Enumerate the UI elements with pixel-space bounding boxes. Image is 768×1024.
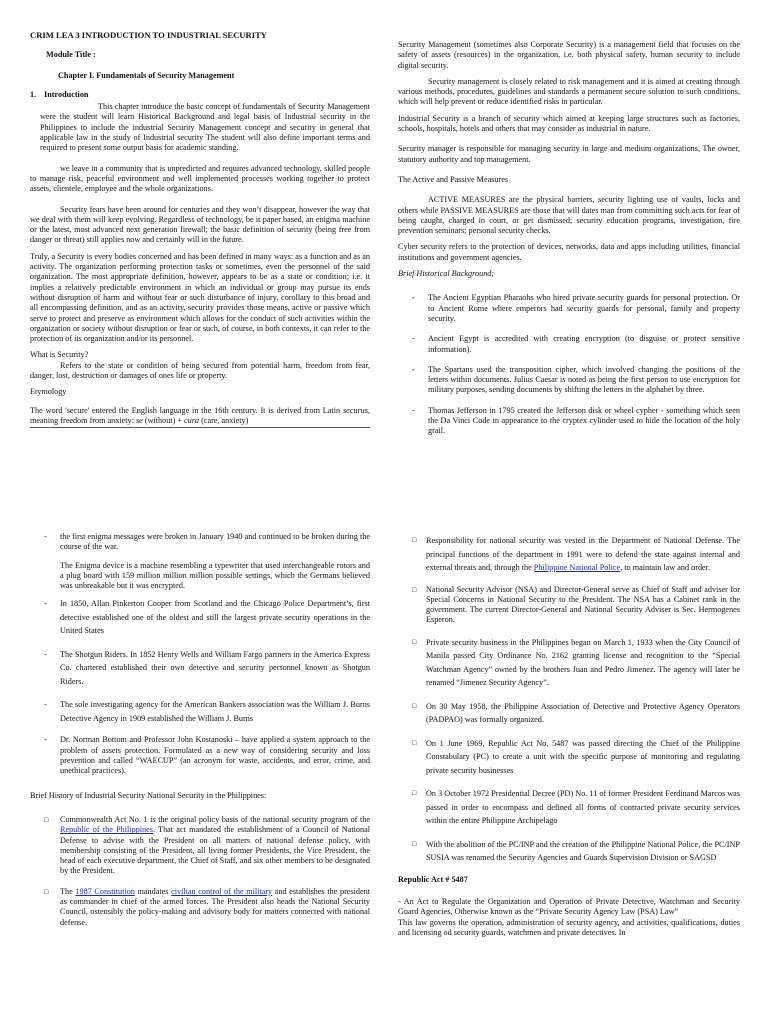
cyber-security-paragraph: Cyber security refers to the protection of devices, networks, data and apps including utilities, financial institutions and government agencies. <box>398 242 740 262</box>
commonwealth-text-a: Commonwealth Act No. 1 is the original policy basis of the national security program of the <box>60 814 370 824</box>
box-bullet: □ <box>412 637 417 646</box>
box-bullet: □ <box>412 701 417 710</box>
dash-bullet: - <box>44 599 47 609</box>
list-item-text: The sole investigating agency for the American Bankers association was the William J. Burns Detective Agency in 1909 established the William J. Burns <box>60 700 370 723</box>
module-title: Module Title : <box>46 50 96 60</box>
bottom-right-column <box>398 534 740 944</box>
constitution-text-c: and establishes the president as commander in chief of the armed forces. The President also heads the National Security Council, ostensibly the policy-making and advisory body for matters connected with national defense. <box>60 886 371 927</box>
top-right-column <box>398 40 740 447</box>
commonwealth-text-b: . That act mandated the establishment of a Council of National Defense to advise with the President on all matters of national defense policy, with membership consisting of the President, all living former Presidents, the Vice President, the head of each executive department, the Chief of Staff, and six other members to be designated by the President. <box>60 825 370 876</box>
list-item-text: the first enigma messages were broken in January 1940 and continued to be broken during the course of the war. <box>60 532 370 552</box>
dash-bullet: - <box>44 649 47 659</box>
responsibility-text-a: Responsibility for national security was vested in the Department of National Defense. The principal functions of the department in 1991 were to defend the state against internal and external threats and, through the <box>426 536 740 572</box>
etymology-text-a: The word 'secure' entered the English language in the 16th century. It is derived from Latin <box>30 405 343 415</box>
list-item <box>30 815 370 877</box>
list-item <box>398 700 740 727</box>
list-item <box>398 636 740 690</box>
brief-history-ph-heading: Brief History of Industrial Security National Security in the Philippines: <box>30 790 267 800</box>
list-item-text: In 1850, Allan Pinkerton Cooper from Scotland and the Chicago Police Department’s, first detective established one of the oldest and still the largest private security operations in the United States <box>60 599 370 636</box>
list-item <box>30 648 370 689</box>
list-item-text: The Ancient Egyptian Pharaohs who hired private security guards for personal protection. Or to Ancient Rome where emperors had security guards for personal, family and property security. <box>428 293 740 323</box>
brief-historical-heading: Brief Historical Background; <box>398 269 495 279</box>
intro-paragraph-4: Truly, a Security is every bodies concerned and has been defined in many ways: as a function and as an activity. The organization performing protection tasks or sometimes, even the personnel of the said organization. The most appropriate definition, however, appears to be as a state or condition; i.e. it implies a relatively predictable environment in which an individual or group may pursue its ends without disruption of harm and without fear or such disturbance of injury, corollary to this broad and all encompassing definition, and as an activity, security provides those means, active or passive which serve to protect and preserve as environment which allows for the conduct of such activities within the organization or society without disruption or fear or such, of course, in both contexts, it can refer to the protection of its organization and/or its personnel. <box>30 251 370 344</box>
box-bullet: □ <box>412 738 417 747</box>
risk-management-paragraph: Security management is closely related to risk management and it is aimed at creating through various methods, procedures, guidelines and standards a permanent secure solution to such conditions, which will help prevent or reduce identified risks in particular. <box>398 76 740 107</box>
list-item-text: National Security Advisor (NSA) and Director-General serve as Chief of Staff and adviser for Special Concerns in National Security to the President. The NSA has a Cabinet rank in the government. The current Director-General and National Security Adviser is Sec. Hermogenes Esperon. <box>426 584 740 625</box>
constitution-link[interactable]: 1987 Constitution <box>75 886 135 896</box>
what-is-security-heading: What is Security? <box>30 350 89 360</box>
republic-act-scope: This law governs the operation, administration of security agency, and activities, qualifications, duties and licensing od security guards, watchmen and private detectives. In <box>398 917 740 937</box>
intro-paragraph-2: we leave in a community that is unpredicted and requires advanced technology, skilled people to manage risk, peaceful environment and well implemented processes working together to protect assets, clientele, employee and the whole organizations. <box>30 163 370 194</box>
list-item-text: With the abolition of the PC/INP and the creation of the Philippine National Police, the PC/INP SUSIA was renamed the Security Agencies and Guards Supervision Division or SAGSD <box>426 839 740 863</box>
section-divider <box>30 427 370 428</box>
dash-bullet: - <box>44 532 47 541</box>
etymology-text-b: , meaning freedom from anxiety: <box>30 405 370 425</box>
history-list <box>30 532 370 777</box>
etymology-text <box>30 406 370 427</box>
course-title: CRIM LEA 3 INTRODUCTION TO INDUSTRIAL SECURITY <box>30 30 268 40</box>
etymology-cura: cura <box>184 415 200 425</box>
intro-paragraph-3: Security fears have been around for centuries and they won’t disappear, however the way that we deal with them will keep evolving. Regardless of technology, be it paper based, an enigma machine or the latest, most advanced next generation firewall; the basic definition of security (being free from danger or threat) still applies now and certainly will in the future. <box>30 204 370 245</box>
etymology-text-c: (without) + <box>142 415 185 425</box>
list-item <box>398 838 740 865</box>
list-item <box>30 735 370 776</box>
etymology-se: se <box>135 415 143 425</box>
dash-bullet: - <box>412 405 415 415</box>
security-manager-paragraph: Security manager is responsible for managing security in large and medium organizations, The owner, statutory authority and top management. <box>398 144 740 164</box>
ph-history-list <box>30 815 370 928</box>
dash-bullet: - <box>44 735 47 745</box>
box-bullet: □ <box>412 789 417 798</box>
civilian-control-link[interactable]: civilian control of the military <box>171 886 273 896</box>
list-item-text: On 3 October 1972 Presidential Decree (PD) No. 11 of former President Ferdinand Marcos was passed in order to encompass and defined all forms of contracted private security services within the entire Philippine Archipelago <box>426 789 740 826</box>
pnp-link[interactable]: Philippine National Police <box>533 563 621 572</box>
box-bullet: □ <box>412 536 417 544</box>
etymology-securus: securus <box>342 405 368 415</box>
top-left-column <box>30 30 370 428</box>
enigma-description: The Enigma device is a machine resembling a typewriter that used interchangeable rotors and a plug board with 159 million million million possible settings, which the Germans believed was unbreakable but it was encrypted. <box>60 560 370 591</box>
republic-act-description: - An Act to Regulate the Organization and Operation of Private Detective, Watchman and Security Guard Agencies, Otherwise known as the “Private Security Agency Law (PSA) Law” <box>398 896 740 917</box>
list-item-text: Dr. Norman Bottom and Professor John Kostanoski – have applied a system approach to the problem of assets protection. Formulated as a new way of considering security and loss prevention and called “WAECUP” (an acronym for waste, accidents, and error, crime, and unethical practices). <box>60 735 370 776</box>
intro-heading <box>30 90 370 100</box>
list-item-text: On 30 May 1958, the Philippine Association of Detective and Protective Agency Operators (PADPAO) was formally organized. <box>426 701 740 725</box>
bottom-left-column <box>30 532 370 938</box>
list-item <box>398 406 740 437</box>
box-bullet: □ <box>44 815 49 824</box>
chapter-title: Chapter I. Fundamentals of Security Management <box>58 70 235 80</box>
dash-bullet: - <box>44 700 47 710</box>
list-item <box>398 293 740 324</box>
list-item <box>30 597 370 638</box>
active-passive-heading: The Active and Passive Measures <box>398 174 509 184</box>
republic-link[interactable]: Republic of the Philippines <box>60 825 153 835</box>
industrial-security-paragraph: Industrial Security is a branch of security which aimed at keeping large structures such as factories, schools, hospitals, hotels and others that may consider as industrial in nature. <box>398 113 740 134</box>
etymology-text-d: (care, anxiety) <box>199 415 249 425</box>
list-item-text: Private security business in the Philippines began on March 1, 1933 when the City Council of Manila passed City Ordinance No. 2162 granting license and recognition to the “Special Watchman Agency” owned by the brothers Juan and Pedro Jimenez. The agency will later be renamed “Jimenez Security Agency”. <box>426 637 740 688</box>
responsibility-text-b: , to maintain law and order. <box>620 563 710 572</box>
intro-heading-number: 1. <box>30 89 37 99</box>
what-is-security-text: Refers to the state or condition of being secured from potential harm, freedom from fear, danger, lost, destruction or damages of ones life or property. <box>30 360 370 381</box>
dash-bullet: - <box>412 334 415 344</box>
list-item-text: The Spartans used the transposition cipher, which involved changing the positions of the letters within documents. Julius Caesar is noted as being the first person to use encryption for military purposes, sending documents by shifting the letters in the alphabet by three. <box>428 364 740 395</box>
etymology-heading: Etymology <box>30 387 67 397</box>
box-bullet: □ <box>412 585 417 594</box>
list-item <box>398 334 740 355</box>
intro-paragraph-1: This chapter introduce the basic concept of fundamentals of Security Management were the student will learn Historical Background and legal basis of Industrial security in the Philippines to include the industrial Security Management concept and security in general that applicable law in the study of Industrial security The student will also define important terms and required to present some output basis for academic standing. <box>40 102 370 153</box>
dash-bullet: - <box>412 364 415 374</box>
list-item <box>398 737 740 778</box>
box-bullet: □ <box>412 839 417 848</box>
list-item <box>30 532 370 591</box>
list-item <box>398 534 740 575</box>
constitution-text-b: mandates <box>134 886 172 896</box>
security-management-paragraph: Security Management (sometimes also Corporate Security) is a management field that focuses on the safety of assets (resources) in the organization, i.e. both physical safety, human security to include digital security. <box>398 40 740 70</box>
list-item <box>398 585 740 626</box>
republic-act-heading: Republic Act # 5487 <box>398 874 468 884</box>
list-item-text: The Shotgun Riders. In 1852 Henry Wells and William Fargo partners in the America Express Co. chartered established their own detective and security personnel known as Shotgun Riders. <box>60 649 370 686</box>
constitution-text-a: The <box>60 886 76 896</box>
national-security-list <box>398 534 740 865</box>
dash-bullet: - <box>412 293 415 303</box>
historical-list <box>398 293 740 436</box>
list-item <box>398 787 740 828</box>
intro-heading-text: Introduction <box>44 89 89 99</box>
list-item <box>398 365 740 396</box>
list-item-text: Ancient Egypt is accredited with creating encryption (to disguise or protect sensitive information). <box>428 334 740 354</box>
list-item-text: Thomas Jefferson in 1795 created the Jefferson disk or wheel cypher - something which seen the Da Vinci Code in appearance to the cryptex cylinder used to hide the location of the holy grail. <box>428 405 740 436</box>
active-passive-text: ACTIVE MEASURES are the physical barriers, security lighting use of vaults, locks and others while PASSIVE MEASURES are those that will dates man from committing such acts for fear of being caught, charged in court, or get dismissed; security education programs, investigation, fire prevention seminars; personal security checks. <box>398 195 740 236</box>
list-item-text: On 1 June 1969, Republic Act No. 5487 was passed directing the Chief of the Philippine Constabulary (PC) to create a unit with the specific purpose of monitoring and regulating private security businesses <box>426 738 740 775</box>
list-item <box>30 698 370 725</box>
box-bullet: □ <box>44 887 49 896</box>
list-item <box>30 887 370 928</box>
